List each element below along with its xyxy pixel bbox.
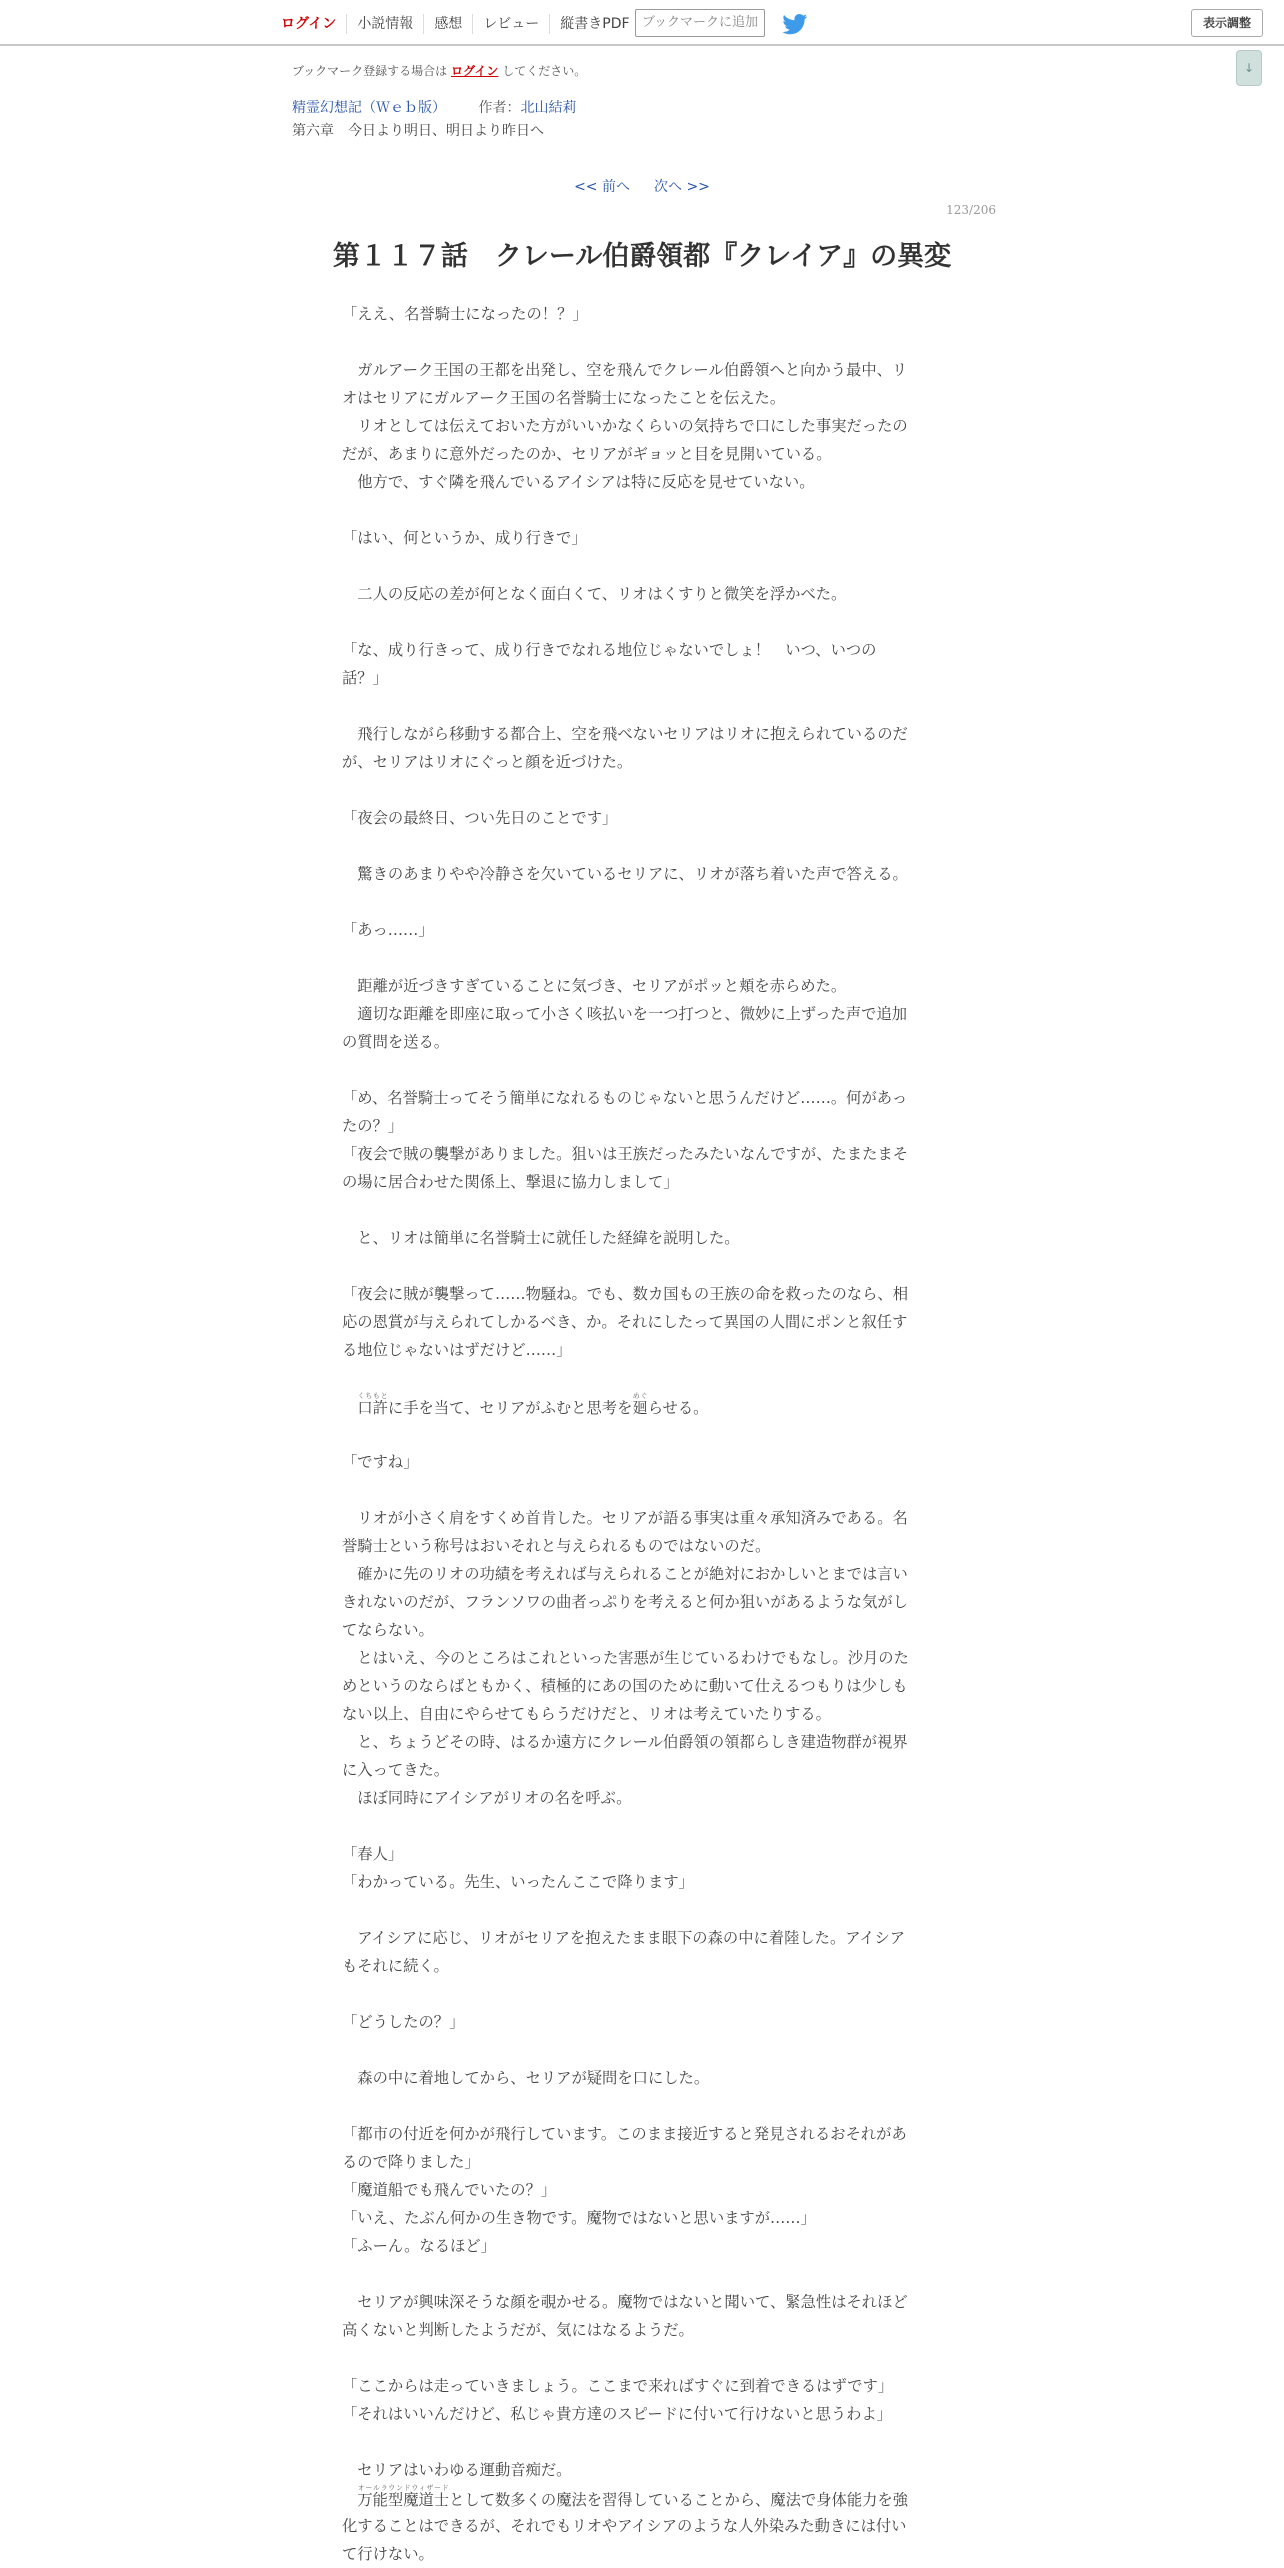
body-line: ガルアーク王国の王都を出発し、空を飛んでクレール伯爵領へと向かう最中、リ [342, 361, 908, 379]
notice-prefix: ブックマーク登録する場合は [292, 64, 448, 78]
series-title-link[interactable]: 精霊幻想記（Ｗｅｂ版） [292, 100, 446, 116]
body-line: 「め、名誉騎士ってそう簡単になれるものじゃないと思うんだけど……。何があっ [342, 1089, 908, 1107]
body-line: 「それはいいんだけど、私じゃ貴方達のスピードに付いて行けないと思うわよ」 [342, 2405, 893, 2423]
novel-body [342, 300, 942, 2568]
ruby-annotation: 廻めぐ [632, 1392, 648, 1417]
paragraph-gap [342, 1476, 942, 1504]
paragraph-gap [342, 2428, 942, 2456]
paragraph-gap [342, 1420, 942, 1448]
body-line: 驚きのあまりやや冷静さを欠いているセリアに、リオが落ち着いた声で答える。 [342, 865, 908, 883]
body-line: 「ですね」 [342, 1453, 419, 1471]
body-line: と、リオは簡単に名誉騎士に就任した経緯を説明した。 [342, 1229, 740, 1247]
body-line: て行けない。 [342, 2545, 434, 2563]
prev-link[interactable]: << 前へ [574, 179, 630, 195]
body-line: の場に居合わせた関係上、撃退に協力しまして」 [342, 1173, 679, 1191]
paragraph-gap [342, 496, 942, 524]
body-line: リオが小さく肩をすくめ首肯した。セリアが語る事実は重々承知済みである。名 [342, 1509, 908, 1527]
paragraph-gap [342, 328, 942, 356]
body-line: ない以上、自由にやらせてもらうだけだと、リオは考えていたりする。 [342, 1705, 831, 1723]
paragraph-gap [342, 608, 942, 636]
nav-vertical-pdf[interactable]: 縦書きPDF [549, 14, 639, 34]
body-line: ほぼ同時にアイシアがリオの名を呼ぶ。 [342, 1789, 632, 1807]
body-line: 「春人」 [342, 1845, 404, 1863]
page-counter: 123/206 [946, 203, 996, 217]
body-line: 「夜会に賊が襲撃って……物騒ね。でも、数カ国もの王族の命を救ったのなら、相 [342, 1285, 908, 1303]
paragraph-gap [342, 776, 942, 804]
body-line: 二人の反応の差が何となく面白くて、リオはくすりと微笑を浮かべた。 [342, 585, 847, 603]
paragraph-gap [342, 1056, 942, 1084]
body-line: 「都市の付近を何かが飛行しています。このまま接近すると発見されるおそれがあ [342, 2125, 907, 2143]
body-line: 確かに先のリオの功績を考えれば与えられることが絶対におかしいとまでは言い [342, 1565, 908, 1583]
body-line: 森の中に着地してから、セリアが疑問を口にした。 [342, 2069, 710, 2087]
body-line: だが、あまりに意外だったのか、セリアがギョッと目を見開いている。 [342, 445, 832, 463]
chapter-title: 第六章 今日より明日、明日より昨日へ [292, 123, 544, 139]
paragraph-gap [342, 2344, 942, 2372]
body-line: 他方で、すぐ隣を飛んでいるアイシアは特に反応を見せていない。 [342, 473, 815, 491]
paragraph-gap [342, 1812, 942, 1840]
body-line: きれないのだが、フランソワの曲者っぷりを考えると何か狙いがあるような気がし [342, 1593, 908, 1611]
body-line: 「ええ、名誉騎士になったの！？」 [342, 305, 588, 323]
scroll-down-button[interactable]: ↓ [1236, 50, 1262, 86]
body-line: 「な、成り行きって、成り行きでなれる地位じゃないでしょ！ いつ、いつの [342, 641, 877, 659]
paragraph-gap [342, 1196, 942, 1224]
body-line: たの？」 [342, 1117, 404, 1135]
notice-suffix: してください。 [502, 64, 587, 78]
ruby-annotation: 万能型魔道士オールラウンドウィザード [357, 2484, 450, 2509]
nav-impressions[interactable]: 感想 [423, 14, 472, 34]
body-line: 飛行しながら移動する都合上、空を飛べないセリアはリオに抱えられているのだ [342, 725, 908, 743]
paragraph-gap [342, 888, 942, 916]
paragraph-gap [342, 2092, 942, 2120]
top-nav [272, 6, 640, 42]
body-line: 「ふーん。なるほど」 [342, 2237, 496, 2255]
body-line: 「どうしたの？」 [342, 2013, 465, 2031]
body-line: 「夜会で賊の襲撃がありました。狙いは王族だったみたいなんですが、たまたまそ [342, 1145, 908, 1163]
display-adjust-button[interactable]: 表示調整 [1191, 9, 1263, 37]
bookmark-notice [292, 62, 586, 79]
body-line: に入ってきた。 [342, 1761, 450, 1779]
body-line: 「あっ……」 [342, 921, 434, 939]
add-bookmark-button[interactable]: ブックマークに追加 [635, 9, 765, 37]
body-line: 「夜会の最終日、つい先日のことです」 [342, 809, 618, 827]
body-line: 「魔道船でも飛んでいたの？」 [342, 2181, 557, 2199]
paragraph-gap [342, 552, 942, 580]
author-link[interactable]: 北山結莉 [520, 100, 577, 116]
episode-title: 第１１７話 クレール伯爵領都『クレイア』の異変 [332, 241, 952, 272]
paragraph-gap [342, 1980, 942, 2008]
body-line: 適切な距離を即座に取って小さく咳払いを一つ打つと、微妙に上ずった声で追加 [342, 1005, 908, 1023]
paragraph-gap [342, 832, 942, 860]
body-line: 「いえ、たぶん何かの生き物です。魔物ではないと思いますが……」 [342, 2209, 816, 2227]
body-line: 口許くちもとに手を当て、セリアがふむと思考を廻めぐらせる。 [357, 1392, 709, 1417]
body-line: てならない。 [342, 1621, 434, 1639]
body-line: と、ちょうどその時、はるか遠方にクレール伯爵領の領都らしき建造物群が視界 [342, 1733, 908, 1751]
body-line: るので降りました」 [342, 2153, 480, 2171]
next-link[interactable]: 次へ >> [654, 179, 710, 195]
body-line: セリアはいわゆる運動音痴だ。 [342, 2461, 572, 2479]
paragraph-gap [342, 2260, 942, 2288]
body-line: めというのならばともかく、積極的にあの国のために動いて仕えるつもりは少しも [342, 1677, 908, 1695]
body-line: が、セリアはリオにぐっと顔を近づけた。 [342, 753, 633, 771]
body-line: リオとしては伝えておいた方がいいかなくらいの気持ちで口にした事実だったの [342, 417, 908, 435]
body-line: 「わかっている。先生、いったんここで降ります」 [342, 1873, 694, 1891]
nav-novel-info[interactable]: 小説情報 [346, 14, 423, 34]
body-line: 誉騎士という称号はおいそれと与えられるものではないのだ。 [342, 1537, 771, 1555]
body-line: 距離が近づきすぎていることに気づき、セリアがポッと頬を赤らめた。 [342, 977, 847, 995]
pager [0, 176, 1284, 196]
paragraph-gap [342, 1364, 942, 1392]
paragraph-gap [342, 2036, 942, 2064]
body-line: 話？」 [342, 669, 388, 687]
body-line: とはいえ、今のところはこれといった害悪が生じているわけでもなし。沙月のた [342, 1649, 909, 1667]
body-line: る地位じゃないはずだけど……」 [342, 1341, 572, 1359]
body-line: セリアが興味深そうな顔を覗かせる。魔物ではないと聞いて、緊急性はそれほど [342, 2293, 908, 2311]
body-line: の質問を送る。 [342, 1033, 450, 1051]
novel-meta [292, 97, 576, 117]
paragraph-gap [342, 1252, 942, 1280]
nav-review[interactable]: レビュー [472, 14, 549, 34]
body-line: 万能型魔道士オールラウンドウィザードとして数多くの魔法を習得していることから、魔法で身体能力を強 [357, 2484, 909, 2509]
paragraph-gap [342, 944, 942, 972]
body-line: 「ここからは走っていきましょう。ここまで来ればすぐに到着できるはずです」 [342, 2377, 894, 2395]
body-line: 「はい、何というか、成り行きで」 [342, 529, 587, 547]
notice-login-link[interactable]: ログイン [451, 64, 499, 78]
body-line: もそれに続く。 [342, 1957, 449, 1975]
paragraph-gap [342, 692, 942, 720]
body-line: オはセリアにガルアーク王国の名誉騎士になったことを伝えた。 [342, 389, 786, 407]
body-line: アイシアに応じ、リオがセリアを抱えたまま眼下の森の中に着陸した。アイシア [342, 1929, 906, 1947]
body-line: 高くないと判断したようだが、気にはなるようだ。 [342, 2321, 694, 2339]
top-header [0, 0, 1284, 46]
body-line: 応の恩賞が与えられてしかるべき、か。それにしたって異国の人間にポンと叙任す [342, 1313, 908, 1331]
twitter-icon[interactable] [782, 14, 808, 39]
nav-login[interactable]: ログイン [281, 16, 337, 32]
author-label: 作者： [478, 100, 521, 116]
body-line: 化することはできるが、それでもリオやアイシアのような人外染みた動きには付い [342, 2517, 907, 2535]
ruby-annotation: 口許くちもと [357, 1392, 388, 1417]
paragraph-gap [342, 1896, 942, 1924]
